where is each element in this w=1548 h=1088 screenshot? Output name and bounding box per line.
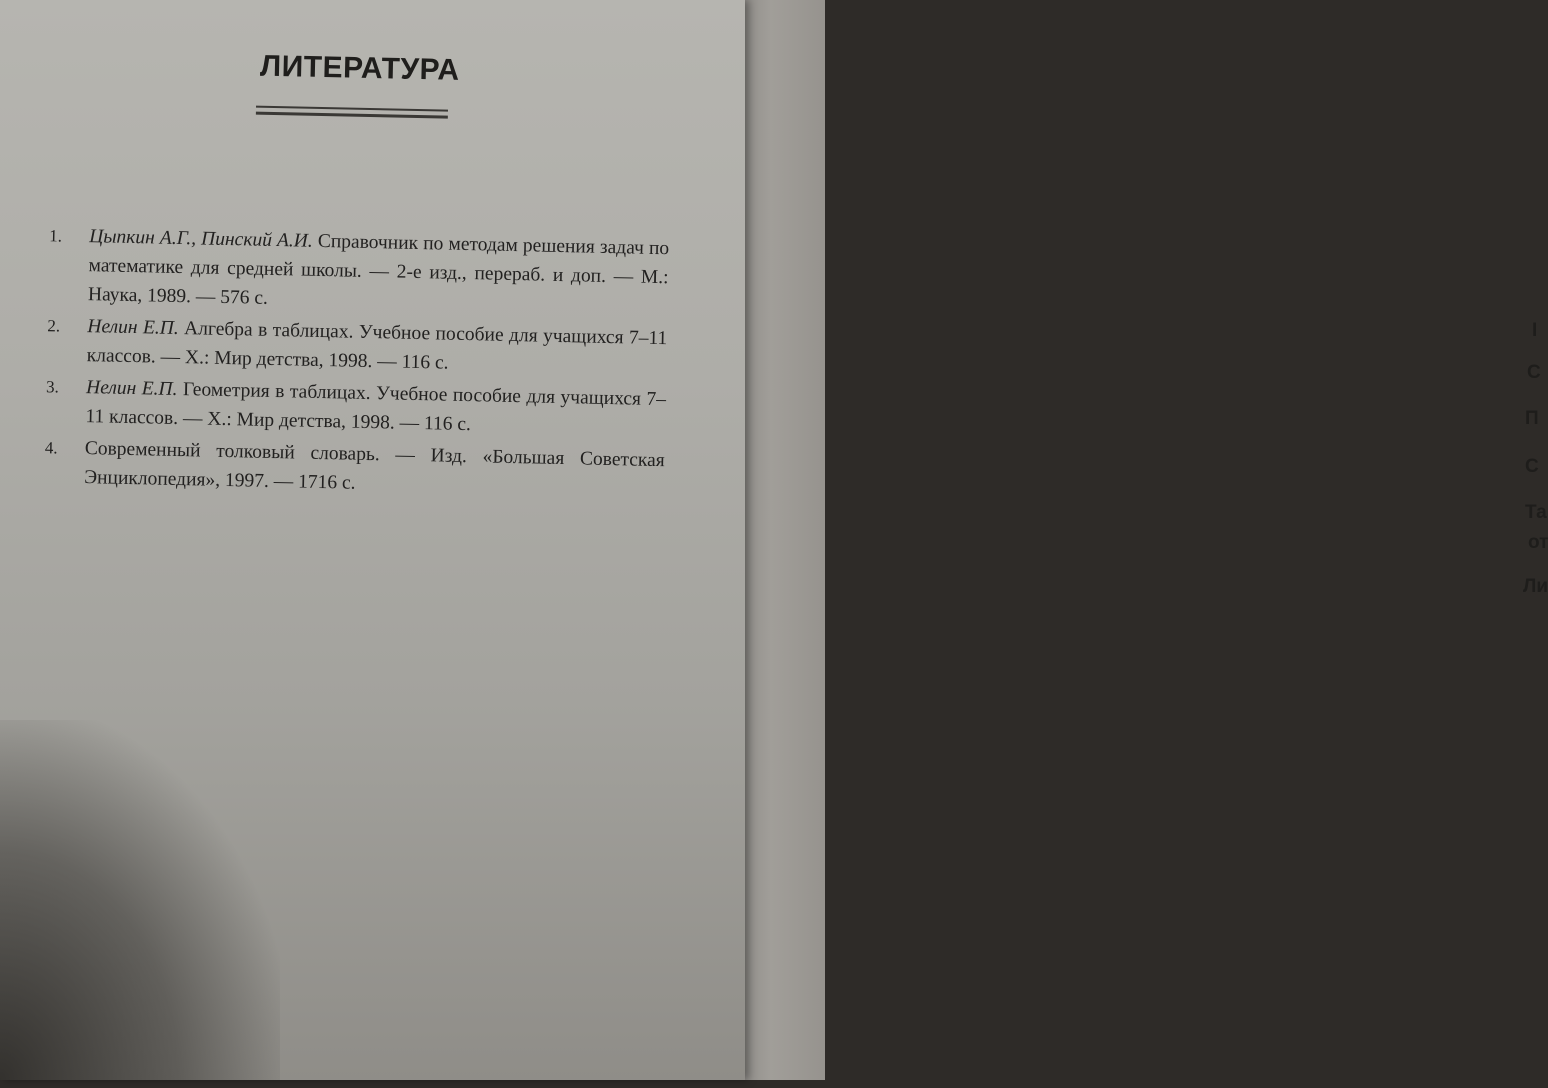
- reference-text: Геометрия в таблицах. Учебное пособие для учащихся 7–11 классов. — Х.: Мир детства, 1998. — 116 с.: [85, 379, 666, 435]
- reference-text: Современный толковый словарь. — Изд. «Большая Советская Энциклопедия», 1997. — 1716 с.: [84, 438, 665, 494]
- next-page-fragment: I: [1532, 320, 1537, 342]
- next-page-fragment: С: [1525, 456, 1539, 478]
- book-page: [0, 0, 745, 1080]
- next-page-fragment: С: [1527, 362, 1541, 384]
- hand-shadow: [0, 720, 280, 1080]
- reference-item: [48, 221, 670, 321]
- reference-authors: Цыпкин А.Г., Пинский А.И.: [89, 226, 318, 252]
- reference-item: [46, 311, 667, 382]
- title-rule-top: [256, 106, 448, 112]
- next-page: [735, 0, 825, 1080]
- reference-number: 1.: [49, 221, 62, 250]
- next-page-fragment: Та: [1525, 502, 1547, 524]
- reference-number: 2.: [47, 311, 60, 340]
- reference-list: [44, 221, 670, 507]
- title-rule-bottom: [256, 112, 448, 119]
- reference-text: Алгебра в таблицах. Учебное пособие для учащихся 7–11 классов. — Х.: Мир детства, 1998. — 116 с.: [87, 318, 668, 374]
- reference-item: [44, 433, 665, 504]
- next-page-fragment: от: [1528, 532, 1548, 554]
- next-page-fragment: Ли: [1523, 576, 1548, 598]
- reference-item: [45, 372, 666, 443]
- reference-text: Справочник по методам решения задач по математике для средней школы. — 2-е изд., перераб. и доп. — М.: Наука, 1989. — 576 с.: [88, 231, 670, 309]
- page-title: ЛИТЕРАТУРА: [260, 50, 461, 88]
- next-page-fragment: П: [1525, 408, 1539, 430]
- reference-number: 3.: [46, 372, 59, 401]
- reference-authors: Нелин Е.П.: [86, 377, 183, 400]
- reference-number: 4.: [45, 433, 58, 462]
- reference-authors: Нелин Е.П.: [87, 316, 184, 339]
